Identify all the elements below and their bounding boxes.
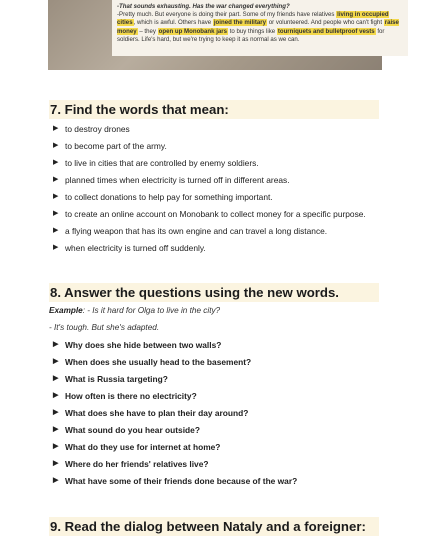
question-item xyxy=(52,425,297,442)
definition-item xyxy=(52,192,366,209)
answer-text: for soldiers. Life's hard, but we're trying to keep it as normal as we can. xyxy=(117,27,385,43)
answer-text: or volunteered. And people who can't fight xyxy=(267,19,384,27)
bullet-triangle-icon: ▶ xyxy=(53,460,59,467)
question-item xyxy=(52,459,297,476)
dialog-card xyxy=(112,0,408,56)
definition-item xyxy=(52,124,366,141)
story-photo xyxy=(48,0,399,70)
example-answer: - It's tough. But she's adapted. xyxy=(49,323,160,332)
highlighted-phrase: living in occupied cities xyxy=(117,11,389,27)
definition-item xyxy=(52,209,366,226)
example-question xyxy=(49,306,220,316)
dialog-answer xyxy=(117,11,403,44)
bullet-triangle-icon: ▶ xyxy=(53,176,59,183)
question-item xyxy=(52,476,297,493)
question-item xyxy=(52,357,297,374)
bullet-triangle-icon: ▶ xyxy=(53,227,59,234)
bullet-triangle-icon: ▶ xyxy=(53,426,59,433)
definition-item-text: when electricity is turned off suddenly. xyxy=(65,243,206,253)
bullet-triangle-icon: ▶ xyxy=(53,477,59,484)
answer-text: , which is awful. Others have xyxy=(133,19,213,27)
definition-item-text: to live in cities that are controlled by enemy soldiers. xyxy=(65,158,259,168)
answer-text: to buy things like xyxy=(228,27,277,35)
definition-item-text: to collect donations to help pay for something important. xyxy=(65,192,273,202)
question-item-text: Why does she hide between two walls? xyxy=(65,340,222,350)
section-7-list xyxy=(52,124,366,260)
example-label: Example xyxy=(49,306,83,315)
answer-text: – they xyxy=(137,27,158,35)
question-item xyxy=(52,374,297,391)
definition-item xyxy=(52,226,366,243)
highlighted-phrase: open up Monobank jars xyxy=(158,27,228,35)
section-8-title: 8. Answer the questions using the new words. xyxy=(49,283,379,302)
bullet-triangle-icon: ▶ xyxy=(53,358,59,365)
section-9-title: 9. Read the dialog between Nataly and a foreigner: xyxy=(49,517,379,536)
question-item-text: What have some of their friends done because of the war? xyxy=(65,476,298,486)
question-item-text: What do they use for internet at home? xyxy=(65,442,221,452)
section-8-list xyxy=(52,340,297,493)
question-item-text: What sound do you hear outside? xyxy=(65,425,200,435)
dialog-question: -That sounds exhausting. Has the war changed everything? xyxy=(117,3,290,10)
question-item xyxy=(52,442,297,459)
question-item-text: When does she usually head to the basement? xyxy=(65,357,252,367)
question-item xyxy=(52,340,297,357)
highlighted-phrase: raise money xyxy=(117,19,399,35)
definition-item-text: to become part of the army. xyxy=(65,141,167,151)
question-item xyxy=(52,391,297,408)
bullet-triangle-icon: ▶ xyxy=(53,125,59,132)
definition-item-text: to destroy drones xyxy=(65,124,130,134)
bullet-triangle-icon: ▶ xyxy=(53,443,59,450)
bullet-triangle-icon: ▶ xyxy=(53,341,59,348)
section-7-title: 7. Find the words that mean: xyxy=(49,100,379,119)
bullet-triangle-icon: ▶ xyxy=(53,193,59,200)
bullet-triangle-icon: ▶ xyxy=(53,244,59,251)
bullet-triangle-icon: ▶ xyxy=(53,210,59,217)
answer-text: -Pretty much. But everyone is doing their part. Some of my friends have relatives xyxy=(117,11,337,19)
bullet-triangle-icon: ▶ xyxy=(53,142,59,149)
definition-item-text: a flying weapon that has its own engine and can travel a long distance. xyxy=(65,226,328,236)
definition-item xyxy=(52,141,366,158)
definition-item xyxy=(52,175,366,192)
example-question-text: : - Is it hard for Olga to live in the city? xyxy=(82,306,221,315)
bullet-triangle-icon: ▶ xyxy=(53,375,59,382)
definition-item xyxy=(52,158,366,175)
bullet-triangle-icon: ▶ xyxy=(53,159,59,166)
bullet-triangle-icon: ▶ xyxy=(53,392,59,399)
definition-item xyxy=(52,243,366,260)
question-item xyxy=(52,408,297,425)
highlighted-phrase: tourniquets and bulletproof vests xyxy=(277,27,375,35)
definition-item-text: planned times when electricity is turned off in different areas. xyxy=(65,175,290,185)
definition-item-text: to create an online account on Monobank to collect money for a specific purpose. xyxy=(65,209,366,219)
question-item-text: Where do her friends' relatives live? xyxy=(65,459,209,469)
highlighted-phrase: joined the military xyxy=(213,19,267,27)
question-item-text: What is Russia targeting? xyxy=(65,374,168,384)
bullet-triangle-icon: ▶ xyxy=(53,409,59,416)
question-item-text: What does she have to plan their day around? xyxy=(65,408,249,418)
question-item-text: How often is there no electricity? xyxy=(65,391,197,401)
